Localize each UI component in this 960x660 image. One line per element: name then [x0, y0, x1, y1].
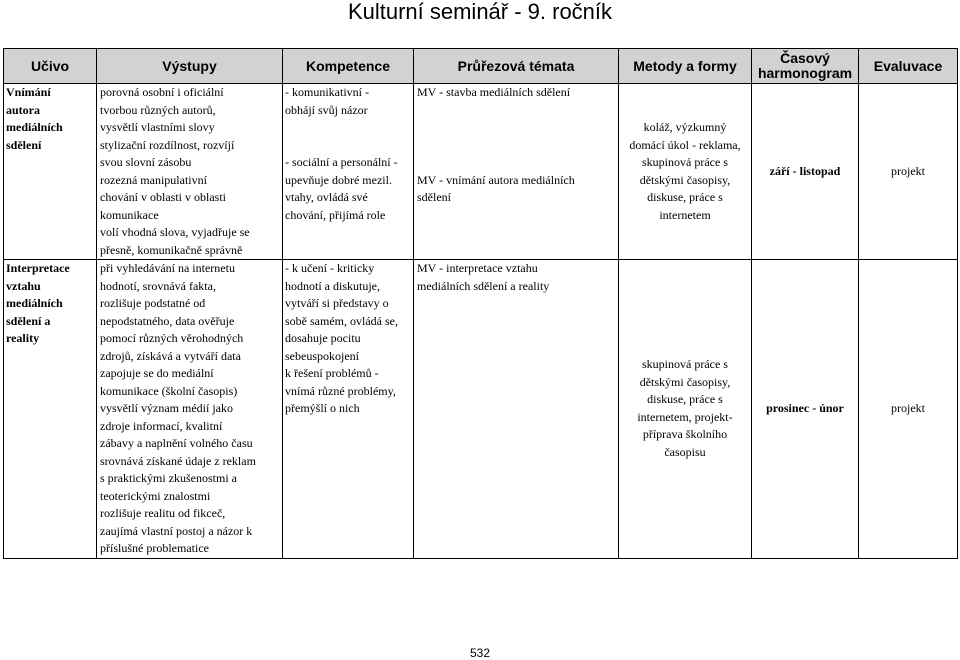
header-evaluace: Evaluvace	[859, 49, 958, 84]
vystupy-line: stylizační rozdílnost, rozvíjí	[100, 137, 235, 152]
metody-cell	[619, 84, 752, 260]
page-title: Kulturní seminář - 9. ročník	[347, 0, 613, 24]
page-number: 532	[469, 646, 491, 660]
kompetence-line: vnímá různé problémy,	[285, 383, 396, 398]
vystupy-line: svou slovní zásobu	[100, 155, 192, 169]
prurezova-temata-cell	[414, 84, 619, 260]
metody-line: koláž, výzkumný	[643, 120, 727, 134]
kompetence-line: sebeuspokojení	[285, 348, 359, 363]
vystupy-line: pomocí různých věrohodných	[100, 331, 244, 345]
ucivo-line: mediálních	[6, 120, 63, 134]
vystupy-line: zdrojů, získává a vytváří data	[100, 348, 241, 363]
kompetence-line: hodnotí a diskutuje,	[285, 278, 380, 293]
prurezova-temata-cell	[414, 260, 619, 559]
metody-line: domácí úkol - reklama,	[629, 137, 741, 152]
vystupy-line: vysvětlí význam médií jako	[100, 401, 233, 415]
ucivo-line: sdělení a	[6, 313, 51, 328]
kompetence-line: přemýšlí o nich	[285, 401, 360, 415]
casovy-harmonogram-cell: září - listopad	[752, 84, 859, 260]
vystupy-line: rozlišuje realitu od fikceč,	[100, 506, 226, 520]
kompetence-line: vytváří si představy o	[285, 296, 389, 310]
header-row	[4, 49, 958, 84]
ucivo-line: vztahu	[6, 278, 41, 293]
ucivo-cell	[4, 260, 97, 559]
vystupy-line: nepodstatného, data ověřuje	[100, 313, 235, 328]
prurezova-line: sdělení	[417, 190, 451, 204]
table-row	[4, 84, 958, 260]
vystupy-cell	[97, 84, 283, 260]
vystupy-line: zdroje informací, kvalitní	[100, 418, 223, 433]
kompetence-line: chování, přijímá role	[285, 207, 386, 222]
kompetence-cell	[283, 260, 414, 559]
prurezova-line: MV - vnímání autora mediálních	[417, 172, 575, 187]
curriculum-table	[3, 48, 958, 559]
header-casovy-line-2: harmonogram	[757, 65, 853, 81]
vystupy-line: tvorbou různých autorů,	[100, 102, 216, 117]
ucivo-line: sdělení	[6, 137, 42, 152]
kompetence-line: - sociální a personální -	[285, 155, 398, 169]
vystupy-line: rozezná manipulativní	[100, 172, 207, 187]
metody-cell	[619, 260, 752, 559]
header-metody-a-formy: Metody a formy	[619, 49, 752, 84]
vystupy-line: srovnává získané údaje z reklam	[100, 453, 256, 468]
vystupy-line: komunikace	[100, 207, 159, 222]
metody-line: diskuse, práce s	[647, 392, 723, 407]
kompetence-line: sobě samém, ovládá se,	[285, 313, 398, 328]
kompetence-line: obhájí svůj názor	[285, 102, 368, 117]
table-row	[4, 260, 958, 559]
kompetence-line: - k učení - kriticky	[285, 261, 375, 275]
metody-line: skupinová práce s	[642, 155, 728, 169]
ucivo-line: Vnímání	[6, 85, 51, 99]
metody-line: internetem	[659, 207, 711, 222]
vystupy-line: zábavy a naplnění volného času	[100, 436, 253, 450]
header-casovy-line-1: Časový	[780, 50, 830, 66]
vystupy-line: rozlišuje podstatné od	[100, 296, 206, 310]
header-kompetence: Kompetence	[283, 49, 414, 84]
kompetence-line: dosahuje pocitu	[285, 331, 361, 345]
metody-line: diskuse, práce s	[647, 190, 723, 204]
prurezova-line: mediálních sdělení a reality	[417, 278, 550, 293]
vystupy-line: přesně, komunikačně správně	[100, 242, 243, 257]
kompetence-line: - komunikativní -	[285, 85, 369, 99]
metody-line: dětskými časopisy,	[639, 374, 731, 389]
kompetence-cell	[283, 84, 414, 260]
metody-line: dětskými časopisy,	[639, 172, 731, 187]
metody-line: internetem, projekt-	[637, 409, 733, 424]
prurezova-line: MV - stavba mediálních sdělení	[417, 85, 571, 99]
evaluace-cell: projekt	[859, 260, 958, 559]
kompetence-line: k řešení problémů -	[285, 366, 379, 380]
vystupy-line: volí vhodná slova, vyjadřuje se	[100, 225, 250, 239]
metody-line: skupinová práce s	[642, 357, 728, 372]
header-vystupy: Výstupy	[97, 49, 283, 84]
ucivo-line: mediálních	[6, 296, 63, 310]
ucivo-cell	[4, 84, 97, 260]
kompetence-line: upevňuje dobré mezil.	[285, 172, 392, 187]
header-prurezova-temata: Průřezová témata	[414, 49, 619, 84]
vystupy-line: komunikace (školní časopis)	[100, 383, 238, 398]
vystupy-line: teoterickými znalostmi	[100, 488, 211, 503]
metody-line: příprava školního	[642, 427, 728, 442]
vystupy-line: hodnotí, srovnává fakta,	[100, 278, 216, 293]
vystupy-line: zapojuje se do mediální	[100, 366, 214, 380]
vystupy-line: porovná osobní i oficiální	[100, 85, 224, 99]
evaluace-cell: projekt	[859, 84, 958, 260]
vystupy-line: zaujímá vlastní postoj a názor k	[100, 523, 253, 538]
kompetence-line: vtahy, ovládá své	[285, 190, 368, 204]
ucivo-line: Interpretace	[6, 261, 70, 275]
metody-line: časopisu	[664, 444, 706, 459]
prurezova-line: MV - interpretace vztahu	[417, 261, 538, 275]
vystupy-line: příslušné problematice	[100, 541, 209, 555]
vystupy-line: chování v oblasti v oblasti	[100, 190, 226, 204]
vystupy-line: při vyhledávání na internetu	[100, 261, 235, 275]
header-ucivo: Učivo	[4, 49, 97, 84]
vystupy-line: s praktickými zkušenostmi a	[100, 471, 237, 485]
ucivo-line: autora	[6, 102, 40, 117]
casovy-harmonogram-cell: prosinec - únor	[752, 260, 859, 559]
vystupy-line: vysvětlí vlastními slovy	[100, 120, 215, 134]
ucivo-line: reality	[6, 331, 40, 345]
header-casovy-harmonogram	[752, 49, 859, 84]
vystupy-cell	[97, 260, 283, 559]
